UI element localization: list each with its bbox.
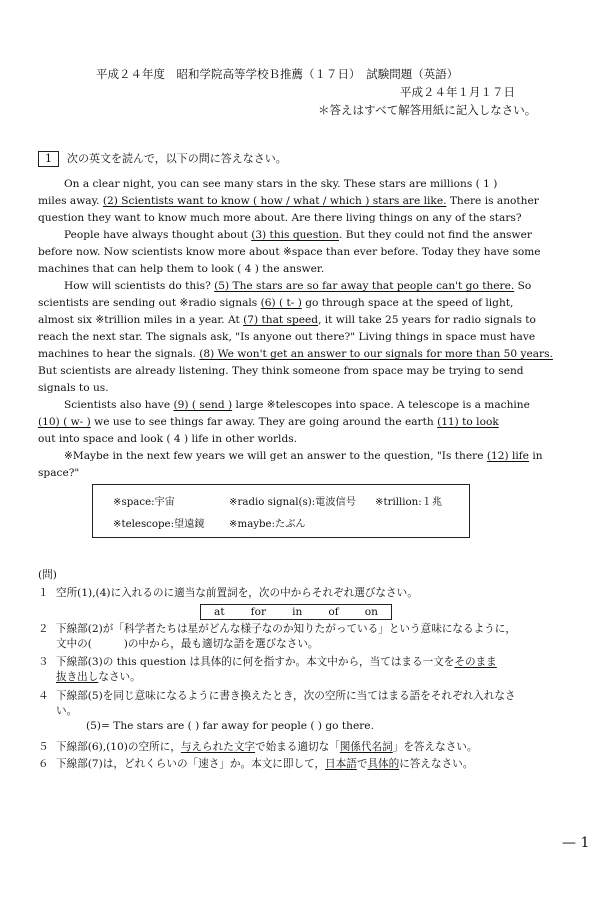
choice-for: for: [250, 606, 267, 618]
passage-line: before now. Now scientists know more about ※space than ever before. Today they have some: [38, 246, 541, 258]
rewrite-sentence: (5)= The stars are ( ) far away for people ( ) go there.: [86, 720, 374, 732]
passage-line: reach the next star. The signals ask, "Is anyone out there?" Living things in space must have: [38, 331, 536, 343]
question-3: ３ 下線部(3)の this question は具体的に何を指すか。本文中から，当てはまる一文をそのまま 抜き出しなさい。: [38, 656, 497, 683]
question-4: ４ 下線部(5)を同じ意味になるように書き換えたとき，次の空所に当てはまる語をそれぞれ入れなさ い。 (5)= The stars are ( ) far away for people ( ) go there.: [38, 690, 516, 732]
preposition-choices: [200, 604, 392, 620]
choice-of: of: [328, 606, 339, 618]
question-6: ６ 下線部(7)は，どれくらいの「速さ」か。本文に即して，日本語で具体的に答えなさい。: [38, 758, 474, 770]
underlined-phrase: (7) that speed: [243, 314, 319, 326]
passage-line: (10) ( w- ) we use to see things far away. They are going around the earth (11) to look: [38, 416, 499, 428]
underlined-phrase: (3) this question: [251, 229, 339, 241]
section-heading: [38, 150, 287, 167]
answer-note: ＊答えはすべて解答用紙に記入しなさい。: [318, 103, 537, 117]
underlined-phrase: (6) ( t- ): [260, 297, 302, 309]
page-number: — 1: [562, 835, 590, 851]
glossary-box: [92, 484, 470, 538]
passage-line: People have always thought about (3) this question. But they could not find the answer: [64, 229, 532, 241]
passage-line: space?": [38, 467, 80, 479]
underlined-phrase: (8) We won't get an answer to our signals for more than 50 years.: [199, 348, 553, 360]
section-instruction: 次の英文を読んで，以下の問に答えなさい。: [67, 152, 287, 165]
passage-line: almost six ※trillion miles in a year. At (7) that speed, it will take 25 years for radio signals to: [38, 314, 536, 326]
passage-line: machines to hear the signals. (8) We won't get an answer to our signals for more than 50 years.: [38, 348, 553, 360]
question-1: １ 空所(1),(4)に入れるのに適当な前置詞を，次の中からそれぞれ選びなさい。: [38, 587, 418, 599]
exam-date: 平成２４年１月１７日: [400, 85, 515, 99]
question-5: ５ 下線部(6),(10)の空所に，与えられた文字で始まる適切な「関係代名詞」を答えなさい。: [38, 741, 478, 753]
reading-passage: [38, 176, 553, 482]
passage-line: On a clear night, you can see many stars in the sky. These stars are millions ( 1 ): [64, 178, 498, 190]
glossary-maybe: ※maybe:たぶん: [229, 519, 306, 530]
choice-on: on: [364, 606, 378, 618]
passage-line: Scientists also have (9) ( send ) large ※telescopes into space. A telescope is a machine: [64, 399, 530, 411]
passage-line: How will scientists do this? (5) The stars are so far away that people can't go there. So: [64, 280, 532, 292]
passage-line: question they want to know much more about. Are there living things on any of the stars?: [38, 212, 522, 224]
underlined-phrase: (2) Scientists want to know ( how / what / which ) stars are like.: [102, 195, 447, 207]
glossary-radio-signal: ※radio signal(s):電波信号: [229, 497, 356, 508]
passage-line: But scientists are already listening. They think someone from space may be trying to send: [38, 365, 524, 377]
passage-line: machines that can help them to look ( 4 ) the answer.: [38, 263, 325, 275]
passage-line: out into space and look ( 4 ) life in other worlds.: [38, 433, 298, 445]
passage-line: ※Maybe in the next few years we will get an answer to the question, "Is there (12) life in: [64, 450, 543, 462]
underlined-phrase: (12) life: [486, 450, 529, 462]
underlined-phrase: (5) The stars are so far away that people can't go there.: [214, 280, 515, 292]
questions-heading: (問): [38, 569, 57, 581]
passage-line: miles away. (2) Scientists want to know ( how / what / which ) stars are like. There is another: [38, 195, 539, 207]
underlined-phrase: (9) ( send ): [173, 399, 233, 411]
exam-title: 平成２４年度 昭和学院高等学校Ｂ推薦（１７日） 試験問題（英語）: [96, 67, 459, 81]
passage-line: scientists are sending out ※radio signals (6) ( t- ) go through space at the speed of light,: [38, 297, 514, 309]
glossary-trillion: ※trillion:１兆: [375, 497, 443, 508]
question-2: ２ 下線部(2)が「科学者たちは星がどんな様子なのか知りたがっている」という意味になるように， 文中の( )の中から，最も適切な語を選びなさい。: [38, 623, 516, 650]
choice-at: at: [214, 606, 225, 618]
underlined-phrase: (11) to look: [437, 416, 499, 428]
passage-line: signals to us.: [38, 382, 109, 394]
choice-in: in: [292, 606, 303, 618]
glossary-space: ※space:宇宙: [113, 497, 175, 508]
underlined-phrase: (10) ( w- ): [38, 416, 91, 428]
section-number: 1: [38, 151, 59, 167]
glossary-telescope: ※telescope:望遠鏡: [113, 519, 205, 530]
